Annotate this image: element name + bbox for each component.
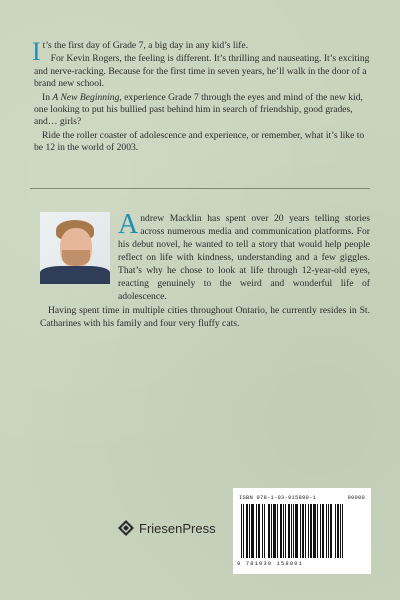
blurb-paragraph-2: For Kevin Rogers, the feeling is different. It’s thrilling and nauseating. It’s exciting and nerve-racking. Because for the first time in seven years, he’ll walk in the door of a brand new school. <box>34 53 370 90</box>
photo-spacer <box>40 212 118 296</box>
isbn-barcode <box>233 488 371 574</box>
blurb-text-3b: , experience Grade 7 through the eyes and mind of the new kid, one looking to put his bullied past behind him in search of friendship, good grades, and… girls? <box>34 91 363 128</box>
author-bio <box>40 209 370 331</box>
bio-dropcap: A <box>118 209 139 240</box>
blurb-paragraph-3 <box>34 92 372 129</box>
blurb-paragraph-1 <box>32 37 372 66</box>
blurb-text-3a: In <box>42 91 53 103</box>
book-title-italic: A New Beginning <box>52 91 120 103</box>
blurb-paragraph-4: Ride the roller coaster of adolescence and experience, or remember, what it’s like to be 12 in the world of 2003. <box>34 129 365 154</box>
price-code: 90000 <box>347 494 365 501</box>
publisher-logo <box>118 520 216 536</box>
isbn-label: ISBN 978-1-03-915890-1 <box>239 494 317 501</box>
blurb-text-1: t’s the first day of Grade 7, a big day in any kid’s life. <box>42 40 249 51</box>
barcode-digits: 9 781039 158901 <box>237 560 304 567</box>
section-divider <box>30 188 370 189</box>
barcode-bars <box>241 504 363 558</box>
isbn-header <box>239 494 365 501</box>
friesenpress-logo-icon <box>118 520 134 536</box>
bio-paragraph-2: Having spent time in multiple cities throughout Ontario, he currently resides in St. Catharines with his family and four very fluffy cats. <box>40 305 370 329</box>
publisher-name: FriesenPress <box>139 520 216 536</box>
bio-text-1: ndrew Macklin has spent over 20 years telling stories across numerous media and communication platforms. For his debut novel, he wanted to tell a story that would help people reflect on life with kindness, understanding and a few giggles. That’s why he chose to look at life through 12-year-old eyes, reacting genuinely to the weird and wonderful life of adolescence. <box>118 213 370 302</box>
book-blurb <box>32 37 372 156</box>
blurb-dropcap: I <box>32 37 41 66</box>
